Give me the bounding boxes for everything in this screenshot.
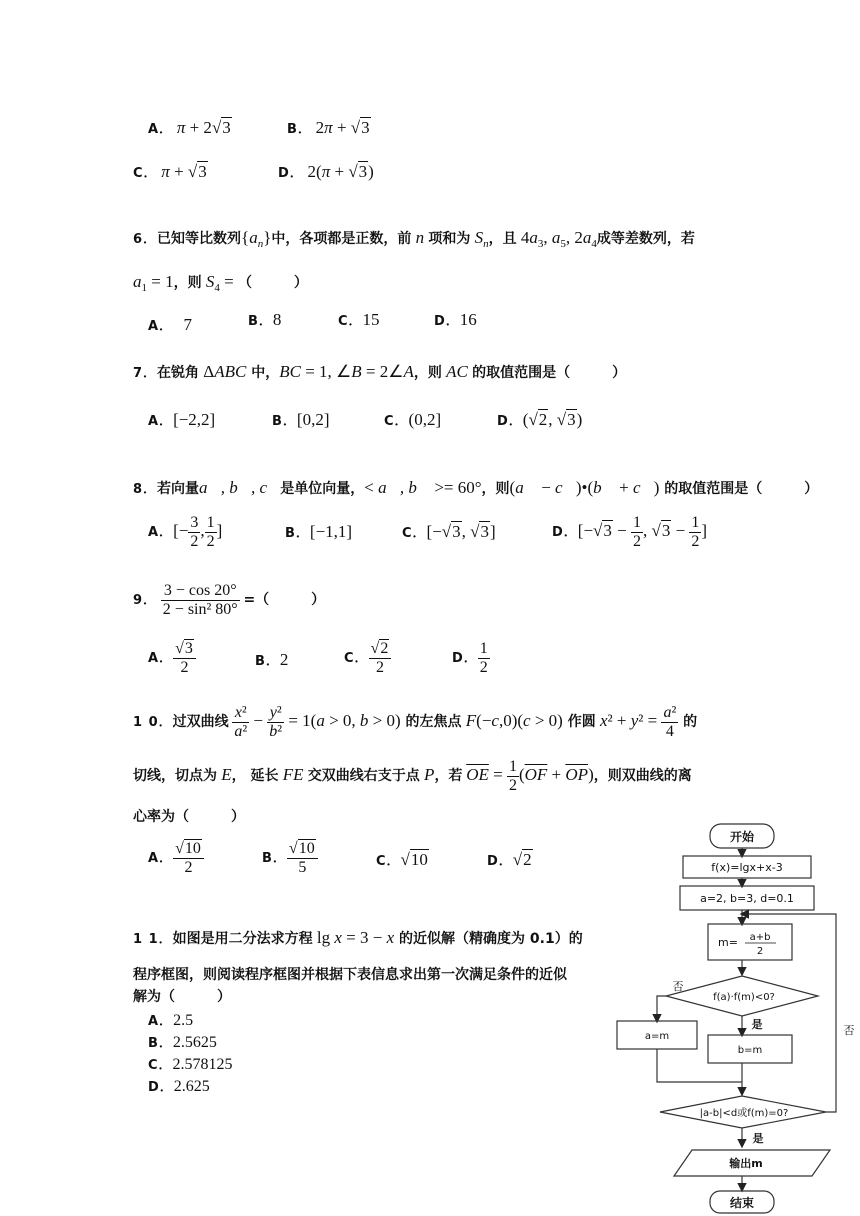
flow-end-label: 结束 <box>729 1196 755 1210</box>
q9-option-a: A． $\frac{√3}{2}$ <box>148 640 196 677</box>
flow-m-den-label: 2 <box>756 946 764 957</box>
flow-output-label: 输出m <box>729 1157 763 1170</box>
q6-option-c: C．15 <box>338 310 380 329</box>
q5-option-c: C． π + √3 <box>133 162 207 181</box>
q10-option-a: A． $\frac{√10}{2}$ <box>148 840 204 877</box>
flow-yes1-label: 是 <box>751 1018 763 1031</box>
q10-stem-line2: 切线，切点为 E， 延长 FE 交双曲线右支于点 P，若 $\overline{OE}$ = $\frac{1}{2}$ $(\overline{OF} + \overline{OP})$，则双曲线的离 <box>133 758 692 794</box>
flow-m-eq-label: m= <box>718 936 738 949</box>
q9-option-b: B．2 <box>255 650 289 669</box>
flow-no1-label: 否 <box>672 980 684 993</box>
q9-stem: 9． $\frac{3 - \cos 20^\circ}{\text{2 − sin² 80°}}$ =（ ） <box>133 582 326 618</box>
q7-option-b: B．[0,2] <box>272 410 330 429</box>
flow-fx-label: f(x)=lgx+x-3 <box>711 861 783 874</box>
q9-option-c: C． $\frac{√2}{2}$ <box>344 640 391 677</box>
q10-stem: 1 0．过双曲线 $\frac{\text{x²}}{\text{a²}}$ − $\frac{\text{y²}}{\text{b²}}$ = 1(a > 0, b > 0) 的左焦点 F(−c,0)(c > 0) 作圆 x² + y² = $\frac{\text{a²}}{4}$ 的 <box>133 704 698 740</box>
flow-init-label: a=2, b=3, d=0.1 <box>700 892 794 905</box>
flow-cond1-label: f(a)·f(m)<0? <box>713 992 775 1003</box>
q11-stem-line3: 解为（ ） <box>133 989 231 1005</box>
q8-option-d: D．[−√3 − $\frac{1}{2}$ , √3 − $\frac{1}{2}$ ] <box>552 514 708 550</box>
flow-start-label: 开始 <box>729 830 755 844</box>
flow-no2-label: 否 <box>843 1024 855 1037</box>
q9-option-d: D． $\frac{1}{2}$ <box>452 640 488 676</box>
q11-option-a: A．2.5 <box>148 1012 194 1029</box>
q11-option-d: D．2.625 <box>148 1078 210 1095</box>
flow-yes2-label: 是 <box>752 1132 764 1145</box>
q6-option-d: D．16 <box>434 310 477 329</box>
q6-stem-line2: $a_1 = 1$，则 $S_4$ = （ ） <box>133 272 308 294</box>
q8-stem: 8．若向量a⃗, b⃗, c⃗是单位向量，< a⃗, b⃗ >= 60°，则(a⃗ − c⃗)•(b⃗ + c⃗) 的取值范围是（ ） <box>133 478 819 497</box>
q7-option-d: D．(√2, √3) <box>497 410 583 429</box>
q10-stem-line3: 心率为（ ） <box>133 809 245 825</box>
q10-option-b: B． $\frac{√10}{5}$ <box>262 840 318 877</box>
q5-option-d: D． 2(π + √3) <box>278 162 374 181</box>
q8-option-b: B．[−1,1] <box>285 522 353 541</box>
q11-stem-line2: 程序框图，则阅读程序框图并根据下表信息求出第一次满足条件的近似 <box>133 967 567 983</box>
q5-option-b: B． 2π + √3 <box>287 118 370 137</box>
q7-option-a: A．[−2,2] <box>148 410 216 429</box>
q8-option-c: C．[−√3, √3] <box>402 522 496 541</box>
q10-option-c: C．√10 <box>376 850 428 869</box>
q10-option-d: D．√2 <box>487 850 532 869</box>
q6-stem: 6．已知等比数列$\{a_n\}$中，各项都是正数，前 n 项和为 $S_n$，且 $4a_3$, $a_5$, $2a_4$成等差数列，若 <box>133 228 695 250</box>
flow-m-num-label: a+b <box>749 932 771 943</box>
q6-option-a: A． 7 <box>148 315 193 334</box>
q11-option-c: C．2.578125 <box>148 1056 233 1073</box>
q6-option-b: B．8 <box>248 310 282 329</box>
q11-option-b: B．2.5625 <box>148 1034 217 1051</box>
q11-stem: 1 1．如图是用二分法求方程 lg x = 3 − x 的近似解（精确度为 0.1）的 <box>133 928 583 947</box>
q7-option-c: C．(0,2] <box>384 410 442 429</box>
flow-cond2-label: |a-b|<d或f(m)=0? <box>699 1108 789 1119</box>
q8-option-a: A．[− $\frac{3}{2}$ , $\frac{1}{2}$ ] <box>148 514 223 550</box>
q7-stem: 7．在锐角 ΔABC 中，BC = 1, ∠B = 2∠A，则 AC 的取值范围是（ ） <box>133 362 627 381</box>
q5-option-a: A． π + 2√3 <box>148 118 231 137</box>
flow-b-eq-m-label: b=m <box>737 1045 763 1056</box>
flow-a-eq-m-label: a=m <box>644 1031 670 1042</box>
